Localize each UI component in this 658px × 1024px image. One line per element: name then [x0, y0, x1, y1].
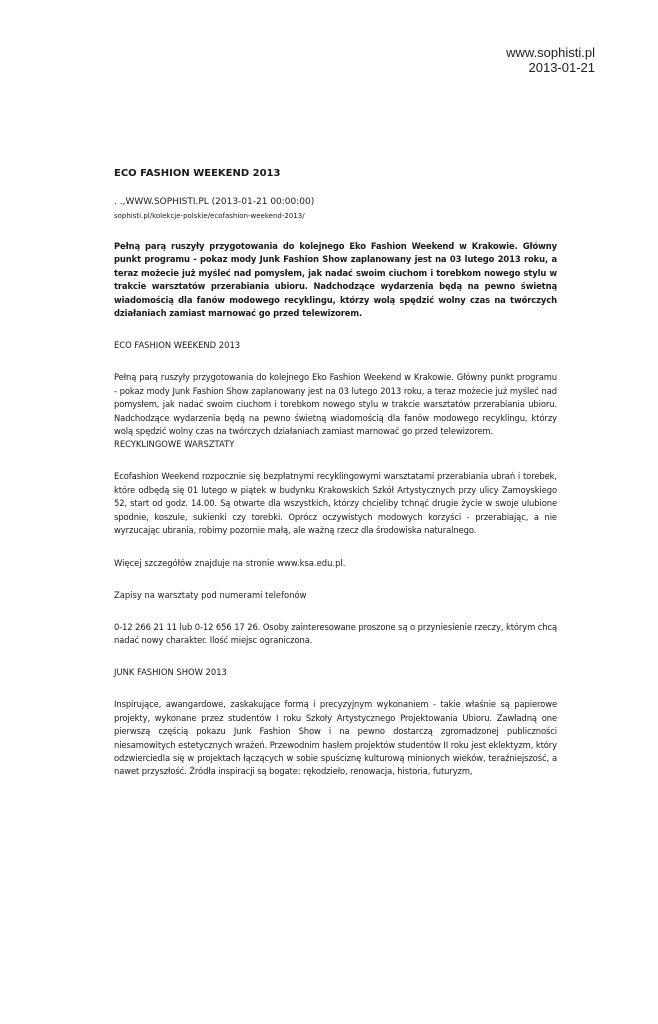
phones-text: 0-12 266 21 11 lub 0-12 656 17 26. Osoby zainteresowane proszone są o przyniesienie rzeczy, którym chcą nadać nowy charakter. Ilość miejsc ograniczona.	[114, 621, 557, 645]
section-heading-workshops: RECYKLINGOWE WARSZTATY	[114, 439, 235, 450]
section-body-workshops: Ecofashion Weekend rozpocznie się bezpłatnymi recyklingowymi warsztatami przerabiania ubrań i torebek, które odbędą się 01 lutego w piątek w budynku Krakowskich Szkół Artystycznych przy ulicy Zamoyskiego 52, start od godz. 14.00. Są otwarte dla wszystkich, którzy chcieliby tchnąć drugie życie w swoje ulubione spodnie, koszule, sukienki czy torebki. Oprócz oczywistych modowych korzyści - przerabiając, a nie wyrzucając ubrania, robimy pozornie małą, ale ważną rzecz dla środowiska naturalnego.	[114, 471, 557, 536]
section-heading-eco-fashion: ECO FASHION WEEKEND 2013	[114, 340, 241, 351]
article-source: . .,WWW.SOPHISTI.PL (2013-01-21 00:00:00)	[114, 197, 315, 207]
article-url: sophisti.pl/kolekcje-polskie/ecofashion-weekend-2013/	[114, 212, 305, 220]
article	[114, 167, 557, 779]
header-date: 2013-01-21	[528, 60, 595, 75]
section-body-junk-fashion: Inspirujące, awangardowe, zaskakujące formą i precyzyjnym wykonaniem - takie właśnie są papierowe projekty, wykonane przez studentów I roku Szkoły Artystycznego Projektowania Ubioru. Zawładną one pierwszą częścią pokazu Junk Fashion Show i na pewno dostarczą zgromadzonej publiczności niesamowitych estetycznych wrażeń. Przewodnim hasłem projektów studentów II roku jest eklektyzm, który odzwierciedla się w projektach łączących w sobie spuściznę kulturową minionych wieków, teraźniejszość, a nawet przyszłość. Źródła inspiracji są bogate: rękodzieło, renowacja, historia, futuryzm,	[114, 699, 557, 777]
section-body-eco-fashion: Pełną parą ruszyły przygotowania do kolejnego Eko Fashion Weekend w Krakowie. Główny punkt programu - pokaz mody Junk Fashion Show zaplanowany jest na 03 lutego 2013 roku, a teraz możecie już myśleć nad pomysłem, jak nadać swoim ciuchom i torebkom nowego stylu w trakcie warsztatów przerabiania ubioru. Nadchodzące wydarzenia będą na pewno świetną wiadomością dla fanów modowego recyklingu, którzy wolą spędzić wolny czas na twórczych działaniach zamiast marnować go przed telewizorem.	[114, 372, 557, 437]
section-heading-junk-fashion: JUNK FASHION SHOW 2013	[114, 667, 227, 678]
more-info-text: Więcej szczegółów znajduje na stronie www.ksa.edu.pl.	[114, 557, 346, 568]
article-lead: Pełną parą ruszyły przygotowania do kolejnego Eko Fashion Weekend w Krakowie. Główny punkt programu - pokaz mody Junk Fashion Show zaplanowany jest na 03 lutego 2013 roku, a teraz możecie już myśleć nad pomysłem, jak nadać swoim ciuchom i torebkom nowego stylu w trakcie warsztatów przerabiania ubioru. Nadchodzące wydarzenia będą na pewno świetną wiadomością dla fanów modowego recyklingu, którzy wolą spędzić wolny czas na twórczych działaniach zamiast marnować go przed telewizorem.	[114, 241, 557, 319]
page-header	[506, 45, 595, 75]
article-title: ECO FASHION WEEKEND 2013	[114, 168, 281, 179]
signup-text: Zapisy na warsztaty pod numerami telefonów	[114, 589, 307, 600]
site-name: www.sophisti.pl	[506, 45, 595, 60]
